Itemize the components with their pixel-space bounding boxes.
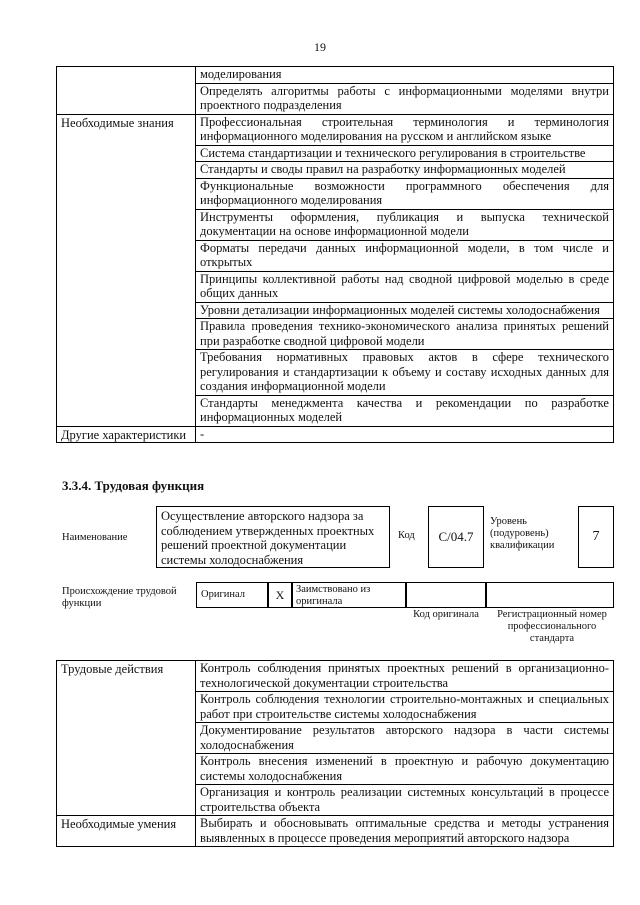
labor-actions-table xyxy=(56,660,614,847)
table-cell: Стандарты и своды правил на разработку информационных моделей xyxy=(196,162,614,179)
function-name-box: Осуществление авторского надзора за соблюдением утвержденных проектных решений проектной документации системы холодоснабжения xyxy=(156,506,390,568)
table-cell: Система стандартизации и технического регулирования в строительстве xyxy=(196,145,614,162)
requirements-table-continued xyxy=(56,66,614,443)
table-cell: Стандарты менеджмента качества и рекомендации по разработке информационных моделей xyxy=(196,395,614,426)
table-cell: Контроль соблюдения технологии строительно-монтажных и специальных работ при строительстве системы холодоснабжения xyxy=(196,692,614,723)
name-label: Наименование xyxy=(62,532,128,543)
table-cell: Выбирать и обосновывать оптимальные средства и методы устранения выявленных в процессе проведения мероприятий авторского надзора xyxy=(196,816,614,847)
borrowed-label: Заимствовано из оригинала xyxy=(292,582,406,608)
table-cell: Инструменты оформления, публикация и выпуска технической документации на основе информационной модели xyxy=(196,209,614,240)
row-label-knowledge: Необходимые знания xyxy=(57,114,196,426)
table-row xyxy=(57,114,614,145)
table-cell: Форматы передачи данных информационной модели, в том числе и открытых xyxy=(196,240,614,271)
table-cell: - xyxy=(196,426,614,443)
registration-caption: Регистрационный номер профессионального стандарта xyxy=(497,609,607,644)
original-label: Оригинал xyxy=(196,582,268,608)
row-label-other-characteristics: Другие характеристики xyxy=(57,426,196,443)
table-row xyxy=(57,661,614,692)
origin-label: Происхождение трудовой функции xyxy=(62,586,177,609)
table-cell: Организация и контроль реализации системных консультаций в процессе строительства объекта xyxy=(196,785,614,816)
table-cell: Контроль внесения изменений в проектную и рабочую документацию системы холодоснабжения xyxy=(196,754,614,785)
code-label: Код xyxy=(398,530,415,541)
table-cell: Правила проведения технико-экономического анализа принятых решений при разработке сводной цифровой модели xyxy=(196,319,614,350)
code-box: C/04.7 xyxy=(428,506,484,568)
level-label: Уровень (подуровень) квалификации xyxy=(490,516,555,551)
table-cell: Требования нормативных правовых актов в сфере технического регулирования и стандартизации к объему и составу исходных данных для создания информационной модели xyxy=(196,350,614,396)
table-cell: Уровни детализации информационных моделей системы холодоснабжения xyxy=(196,302,614,319)
section-heading: 3.3.4. Трудовая функция xyxy=(62,478,205,493)
page-number: 19 xyxy=(314,40,326,54)
registration-number-cell xyxy=(486,582,614,608)
row-label-empty xyxy=(57,67,196,115)
table-cell: Принципы коллективной работы над сводной цифровой моделью в среде общих данных xyxy=(196,271,614,302)
row-label-labor-actions: Трудовые действия xyxy=(57,661,196,816)
table-row xyxy=(57,67,614,84)
table-cell: Профессиональная строительная терминология и терминология информационного моделирования на русском и английском языке xyxy=(196,114,614,145)
code-caption: Код оригинала xyxy=(413,609,479,620)
row-label-skills: Необходимые умения xyxy=(57,816,196,847)
table-cell: Определять алгоритмы работы с информационными моделями внутри проектного подразделения xyxy=(196,83,614,114)
table-cell: моделирования xyxy=(196,67,614,84)
level-box: 7 xyxy=(578,506,614,568)
table-cell: Документирование результатов авторского надзора в части системы холодоснабжения xyxy=(196,723,614,754)
table-cell: Функциональные возможности программного обеспечения для информационного моделирования xyxy=(196,178,614,209)
table-row xyxy=(57,816,614,847)
original-mark: X xyxy=(268,582,292,608)
table-cell: Контроль соблюдения принятых проектных решений в организационно-технологической документации строительства xyxy=(196,661,614,692)
original-code-cell xyxy=(406,582,486,608)
table-row xyxy=(57,426,614,443)
